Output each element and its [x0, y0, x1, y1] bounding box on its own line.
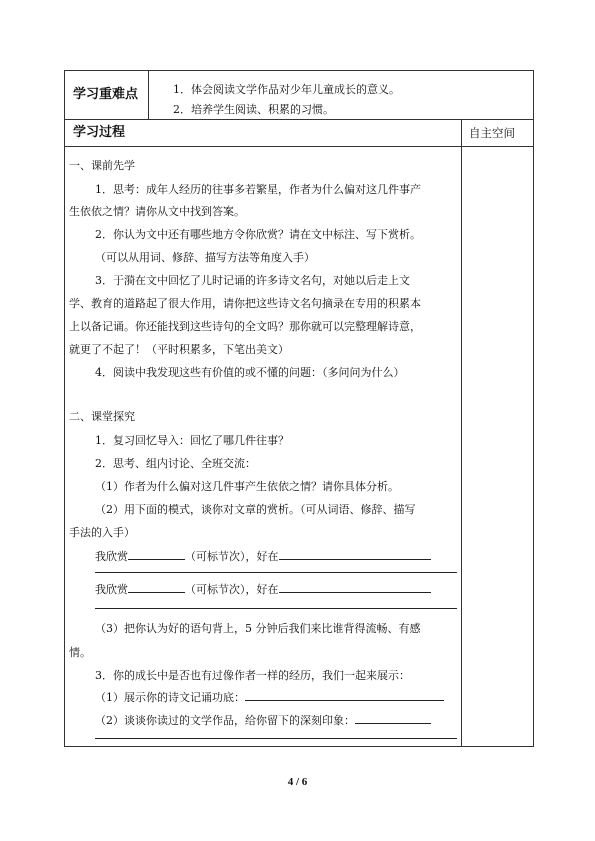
text-line: 手法的入手） — [69, 526, 135, 539]
text-line: （2）用下面的模式，谈你对文章的赏析。（可从词语、修辞、描写 — [95, 503, 416, 516]
text-line: 4．阅读中我发现这些有价值的或不懂的问题：（多问问为什么） — [95, 366, 405, 379]
text-line: 3．你的成长中是否也有过像作者一样的经历，我们一起来展示： — [95, 669, 410, 682]
text-line: 学、教育的道路起了很大作用，请你把这些诗文名句摘录在专用的积累本 — [69, 297, 421, 310]
key-point-item: 2．培养学生阅读、积累的习惯。 — [173, 103, 334, 116]
section-heading: 一、课前先学 — [69, 159, 135, 172]
text-line: 3．于漪在文中回忆了儿时记诵的许多诗文名句，对她以后走上文 — [95, 274, 410, 287]
text-line: （1）作者为什么偏对这几件事产生依依之情？请你具体分析。 — [95, 480, 399, 493]
study-plan-table — [64, 70, 534, 747]
process-header-row — [65, 120, 533, 147]
section-heading: 二、课堂探究 — [69, 410, 135, 423]
talk-works-blank[interactable] — [355, 712, 431, 724]
section-blank[interactable] — [128, 548, 185, 560]
text-line: （可以从用词、修辞、描写方法等角度入手） — [95, 251, 315, 264]
text-line: 就更了不起了！（平时积累多，下笔出美文） — [69, 343, 289, 356]
talk-works-label: （2）谈谈你读过的文学作品，给你留下的深刻印象： — [95, 714, 355, 727]
key-points-label: 学习重难点 — [65, 71, 149, 119]
text-line: （3）把你认为好的语句背上，5 分钟后我们来比谁背得流畅、有感 — [95, 622, 421, 635]
text-line: 上以备记诵。你还能找到这些诗句的全文吗？那你就可以完整理解诗意， — [69, 320, 421, 333]
text-line: 1．复习回忆导入：回忆了哪几件往事？ — [95, 434, 289, 447]
section-blank[interactable] — [128, 581, 185, 593]
answer-line[interactable] — [95, 572, 457, 573]
answer-line[interactable] — [95, 608, 457, 609]
reason-blank[interactable] — [279, 581, 431, 593]
text-line: 情。 — [69, 646, 91, 659]
process-title: 学习过程 — [73, 125, 126, 140]
appreciation-mid: （可标节次），好在 — [185, 550, 279, 563]
key-points-row — [65, 71, 533, 120]
appreciation-line — [95, 548, 431, 564]
show-poem-label: （1）展示你的诗文记诵功底： — [95, 691, 245, 704]
column-divider — [461, 120, 462, 747]
text-line: 2．你认为文中还有哪些地方令你欣赏？请在文中标注、写下赏析。 — [95, 228, 421, 241]
show-poem-blank[interactable] — [245, 689, 444, 701]
key-point-item: 1．体会阅读文学作品对少年儿童成长的意义。 — [173, 83, 400, 96]
talk-works-line — [95, 712, 431, 728]
appreciation-prefix: 我欣赏 — [95, 583, 128, 596]
appreciation-line — [95, 581, 431, 597]
reason-blank[interactable] — [279, 548, 431, 560]
appreciation-mid: （可标节次），好在 — [185, 583, 279, 596]
appreciation-prefix: 我欣赏 — [95, 550, 128, 563]
text-line: 2．思考、组内讨论、全班交流： — [95, 457, 256, 470]
show-poem-line — [95, 689, 444, 705]
side-column-title: 自主空间 — [469, 126, 515, 140]
text-line: 生依依之情？请你从文中找到答案。 — [69, 205, 245, 218]
answer-line[interactable] — [95, 738, 457, 739]
page-number: 4 / 6 — [287, 776, 308, 788]
text-line: 1．思考：成年人经历的往事多若繁星，作者为什么偏对这几件事产 — [95, 183, 421, 196]
